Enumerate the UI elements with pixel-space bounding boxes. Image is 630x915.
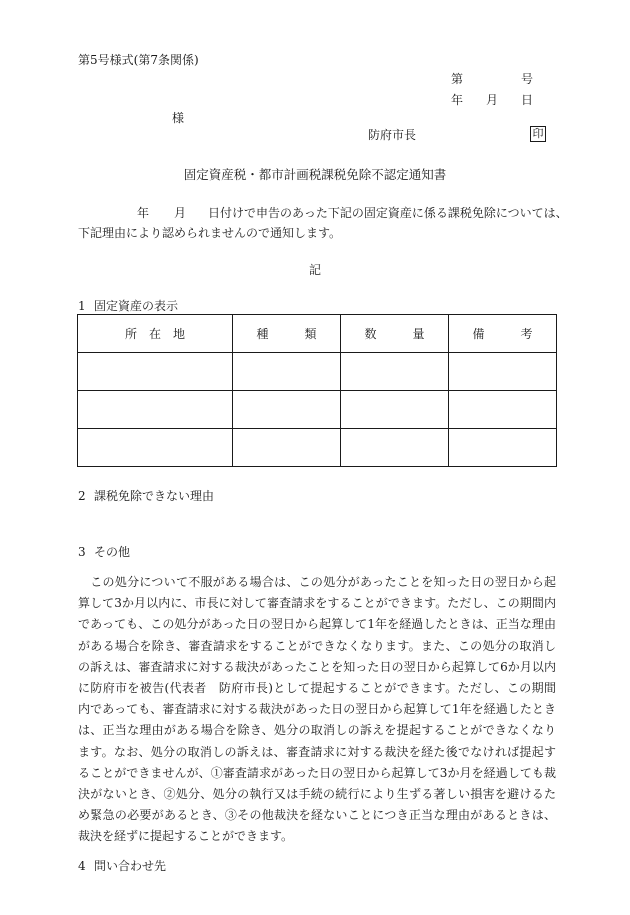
- addressee-suffix: 様: [172, 111, 185, 125]
- table-cell: [233, 429, 341, 467]
- table-cell: [341, 353, 449, 391]
- table-cell: [233, 353, 341, 391]
- asset-table: [77, 314, 557, 467]
- date-day-label: 日: [521, 93, 534, 107]
- intro-month-label: 月: [174, 206, 187, 220]
- paragraph-line: め緊急の必要があるとき、③その他裁決を経ないことにつき正当な理由があるときは、: [78, 808, 556, 823]
- table-cell: [341, 391, 449, 429]
- table-cell: [341, 429, 449, 467]
- section-2-number: 2: [78, 489, 86, 503]
- seal-mark: 印: [530, 126, 546, 142]
- section-1-title: 固定資産の表示: [94, 299, 179, 313]
- document-title: 固定資産税・都市計画税課税免除不認定通知書: [183, 167, 447, 182]
- date-month-label: 月: [486, 93, 499, 107]
- table-cell: [78, 391, 233, 429]
- paragraph-line: ます。なお、処分の取消しの訴えは、審査請求に対する裁決を経た後でなければ提起す: [78, 744, 556, 759]
- paragraph-line: であっても、この処分があった日の翌日から起算して1年を経過したときは、正当な理由: [78, 617, 556, 632]
- column-header-type: 種 類: [233, 315, 341, 353]
- section-4-title: 問い合わせ先: [94, 859, 167, 873]
- section-1-number: 1: [78, 299, 86, 313]
- column-header-location: 所 在 地: [78, 315, 233, 353]
- table-cell: [78, 353, 233, 391]
- date-year-label: 年: [451, 93, 464, 107]
- paragraph-line: 算して3か月以内に、市長に対して審査請求をすることができます。ただし、この期間内: [78, 596, 556, 611]
- section-4-heading: [78, 858, 166, 874]
- appeal-notice-paragraph: [78, 572, 556, 848]
- paragraph-line: 決がないとき、②処分、処分の執行又は手続の続行により生ずる著しい損害を避けるた: [78, 787, 556, 802]
- section-3-title: その他: [94, 545, 131, 559]
- table-row: [78, 353, 557, 391]
- document-number-suffix: 号: [521, 72, 534, 86]
- intro-line-2: 下記理由により認められませんので通知します。: [78, 226, 342, 240]
- paragraph-line: ることができませんが、①審査請求があった日の翌日から起算して3か月を経過しても裁: [78, 765, 556, 780]
- form-number: 第5号様式(第7条関係): [78, 53, 199, 67]
- paragraph-line: この処分について不服がある場合は、この処分があったことを知った日の翌日から起: [78, 575, 556, 589]
- table-row: [78, 429, 557, 467]
- section-1-heading: [78, 298, 178, 314]
- ki-heading: 記: [308, 263, 321, 277]
- table-cell: [449, 429, 557, 467]
- section-3-heading: [78, 544, 130, 560]
- paragraph-line: に防府市を被告(代表者 防府市長)として提起することができます。ただし、この期間: [78, 681, 556, 696]
- section-2-heading: [78, 488, 214, 504]
- paragraph-line: は、正当な理由がある場合を除き、処分の取消しの訴えを提起することができなくなり: [78, 723, 556, 738]
- paragraph-line: がある場合を除き、審査請求をすることができなくなります。また、この処分の取消し: [78, 638, 556, 653]
- section-3-number: 3: [78, 545, 86, 559]
- intro-text: 日付けで申告のあった下記の固定資産に係る課税免除については、: [208, 206, 568, 220]
- table-cell: [449, 353, 557, 391]
- intro-year-label: 年: [137, 206, 150, 220]
- section-2-title: 課税免除できない理由: [94, 489, 215, 503]
- section-4-number: 4: [78, 859, 86, 873]
- paragraph-line: の訴えは、審査請求に対する裁決があったことを知った日の翌日から起算して6か月以内: [78, 659, 556, 674]
- table-header-row: [78, 315, 557, 353]
- issuer-name: 防府市長: [368, 128, 417, 142]
- paragraph-line: 内であっても、審査請求に対する裁決があった日の翌日から起算して1年を経過したとき: [78, 702, 556, 717]
- paragraph-line: 裁決を経ずに提起することができます。: [78, 829, 294, 844]
- document-number-prefix: 第: [451, 72, 464, 86]
- table-cell: [449, 391, 557, 429]
- table-cell: [233, 391, 341, 429]
- table-cell: [78, 429, 233, 467]
- column-header-remarks: 備 考: [449, 315, 557, 353]
- table-row: [78, 391, 557, 429]
- column-header-quantity: 数 量: [341, 315, 449, 353]
